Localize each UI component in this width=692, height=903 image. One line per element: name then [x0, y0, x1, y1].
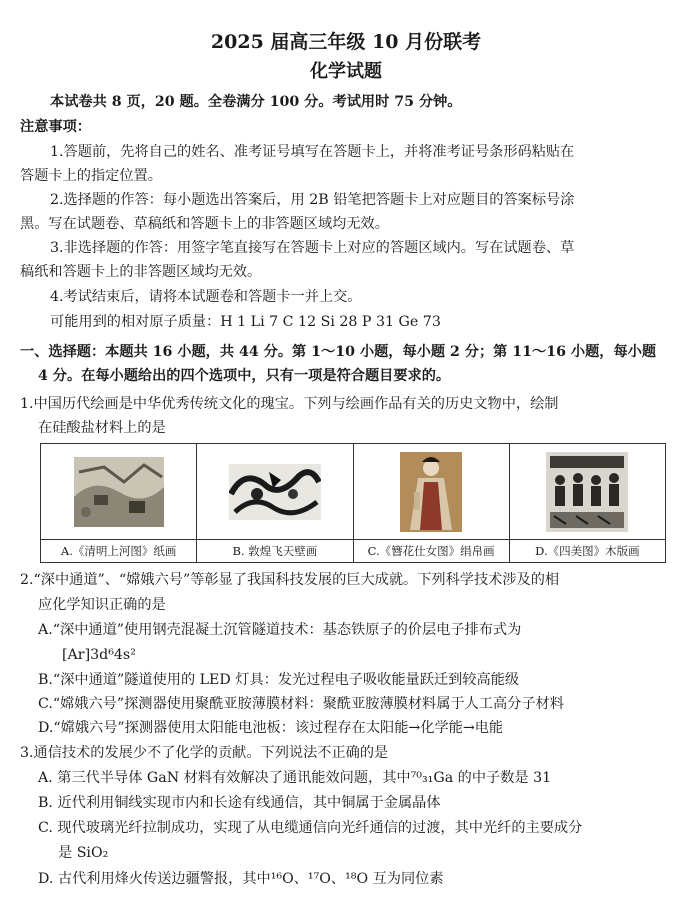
q1-option-d: D.《四美图》木版画 — [509, 540, 665, 563]
q3-option-b: B. 近代利用铜线实现市内和长途有线通信，其中铜属于金属晶体 — [38, 795, 441, 811]
q1-option-d-image-cell — [509, 444, 665, 540]
q2-option-d: D.“嫦娥六号”探测器使用太阳能电池板：该过程存在太阳能→化学能→电能 — [38, 720, 504, 736]
q3-option-d: D. 古代利用烽火传送边疆警报，其中¹⁶O、¹⁷O、¹⁸O 互为同位素 — [38, 871, 444, 887]
note-3-line-1: 3.非选择题的作答：用签字笔直接写在答题卡上对应的答题区域内。写在试题卷、草 — [50, 240, 575, 256]
q2-option-c: C.“嫦娥六号”探测器使用聚酰亚胺薄膜材料：聚酰亚胺薄膜材料属于人工高分子材料 — [38, 696, 564, 712]
q3-stem: 3.通信技术的发展少不了化学的贡献。下列说法不正确的是 — [20, 745, 389, 761]
q1-artwork-table — [40, 443, 666, 563]
note-3-line-2: 稿纸和答题卡上的非答题区域均无效。 — [20, 264, 262, 280]
note-2-line-2: 黑。写在试题卷、草稿纸和答题卡上的非答题区域均无效。 — [20, 216, 389, 232]
woodblock-print-icon — [546, 452, 628, 532]
portrait-painting-icon — [400, 452, 462, 532]
q1-option-c-image-cell — [353, 444, 509, 540]
painting-scroll-icon — [74, 457, 164, 527]
q3-option-a: A. 第三代半导体 GaN 材料有效解决了通讯能效问题，其中⁷⁰₃₁Ga 的中子数是 31 — [38, 770, 552, 786]
q3-option-c-line-2: 是 SiO₂ — [58, 845, 109, 861]
mural-icon — [229, 464, 321, 520]
q2-stem-line-1: 2.“深中通道”、“嫦娥六号”等彰显了我国科技发展的巨大成就。下列科学技术涉及的相 — [20, 572, 560, 588]
q2-option-a-line-1: A.“深中通道”使用钢壳混凝土沉管隧道技术：基态铁原子的价层电子排布式为 — [38, 622, 522, 638]
q2-option-b: B.“深中通道”隧道使用的 LED 灯具：发光过程电子吸收能量跃迁到较高能级 — [38, 672, 520, 688]
section1-line-2: 4 分。在每小题给出的四个选项中，只有一项是符合题目要求的。 — [38, 368, 451, 384]
q2-option-a-line-2: [Ar]3d⁶4s² — [62, 647, 136, 663]
q1-option-a-image-cell — [41, 444, 197, 540]
note-1-line-2: 答题卡上的指定位置。 — [20, 168, 162, 184]
q1-stem-line-1: 1.中国历代绘画是中华优秀传统文化的瑰宝。下列与绘画作品有关的历史文物中，绘制 — [20, 396, 559, 412]
note-4: 4.考试结束后，请将本试题卷和答题卡一并上交。 — [50, 289, 362, 305]
notes-heading: 注意事项： — [20, 119, 91, 135]
exam-title: 2025 届高三年级 10 月份联考 — [210, 31, 482, 53]
subject-title: 化学试题 — [310, 61, 382, 82]
exam-intro: 本试卷共 8 页，20 题。全卷满分 100 分。考试用时 75 分钟。 — [50, 94, 462, 110]
note-1-line-1: 1.答题前，先将自己的姓名、准考证号填写在答题卡上，并将准考证号条形码粘贴在 — [50, 144, 575, 160]
atomic-masses: 可能用到的相对原子质量：H 1 Li 7 C 12 Si 28 P 31 Ge 73 — [50, 314, 441, 330]
q2-stem-line-2: 应化学知识正确的是 — [38, 597, 166, 613]
note-2-line-1: 2.选择题的作答：每小题选出答案后，用 2B 铅笔把答题卡上对应题目的答案标号涂 — [50, 192, 575, 208]
q1-option-c: C.《簪花仕女图》绢帛画 — [353, 540, 509, 563]
q1-option-b: B. 敦煌飞天壁画 — [197, 540, 353, 563]
q1-option-a: A.《清明上河图》纸画 — [41, 540, 197, 563]
q1-stem-line-2: 在硅酸盐材料上的是 — [38, 420, 166, 436]
q1-option-b-image-cell — [197, 444, 353, 540]
section1-line-1: 一、选择题：本题共 16 小题，共 44 分。第 1～10 小题，每小题 2 分；第 11～16 小题，每小题 — [20, 344, 657, 360]
q3-option-c-line-1: C. 现代玻璃光纤拉制成功，实现了从电缆通信向光纤通信的过渡，其中光纤的主要成分 — [38, 820, 583, 836]
